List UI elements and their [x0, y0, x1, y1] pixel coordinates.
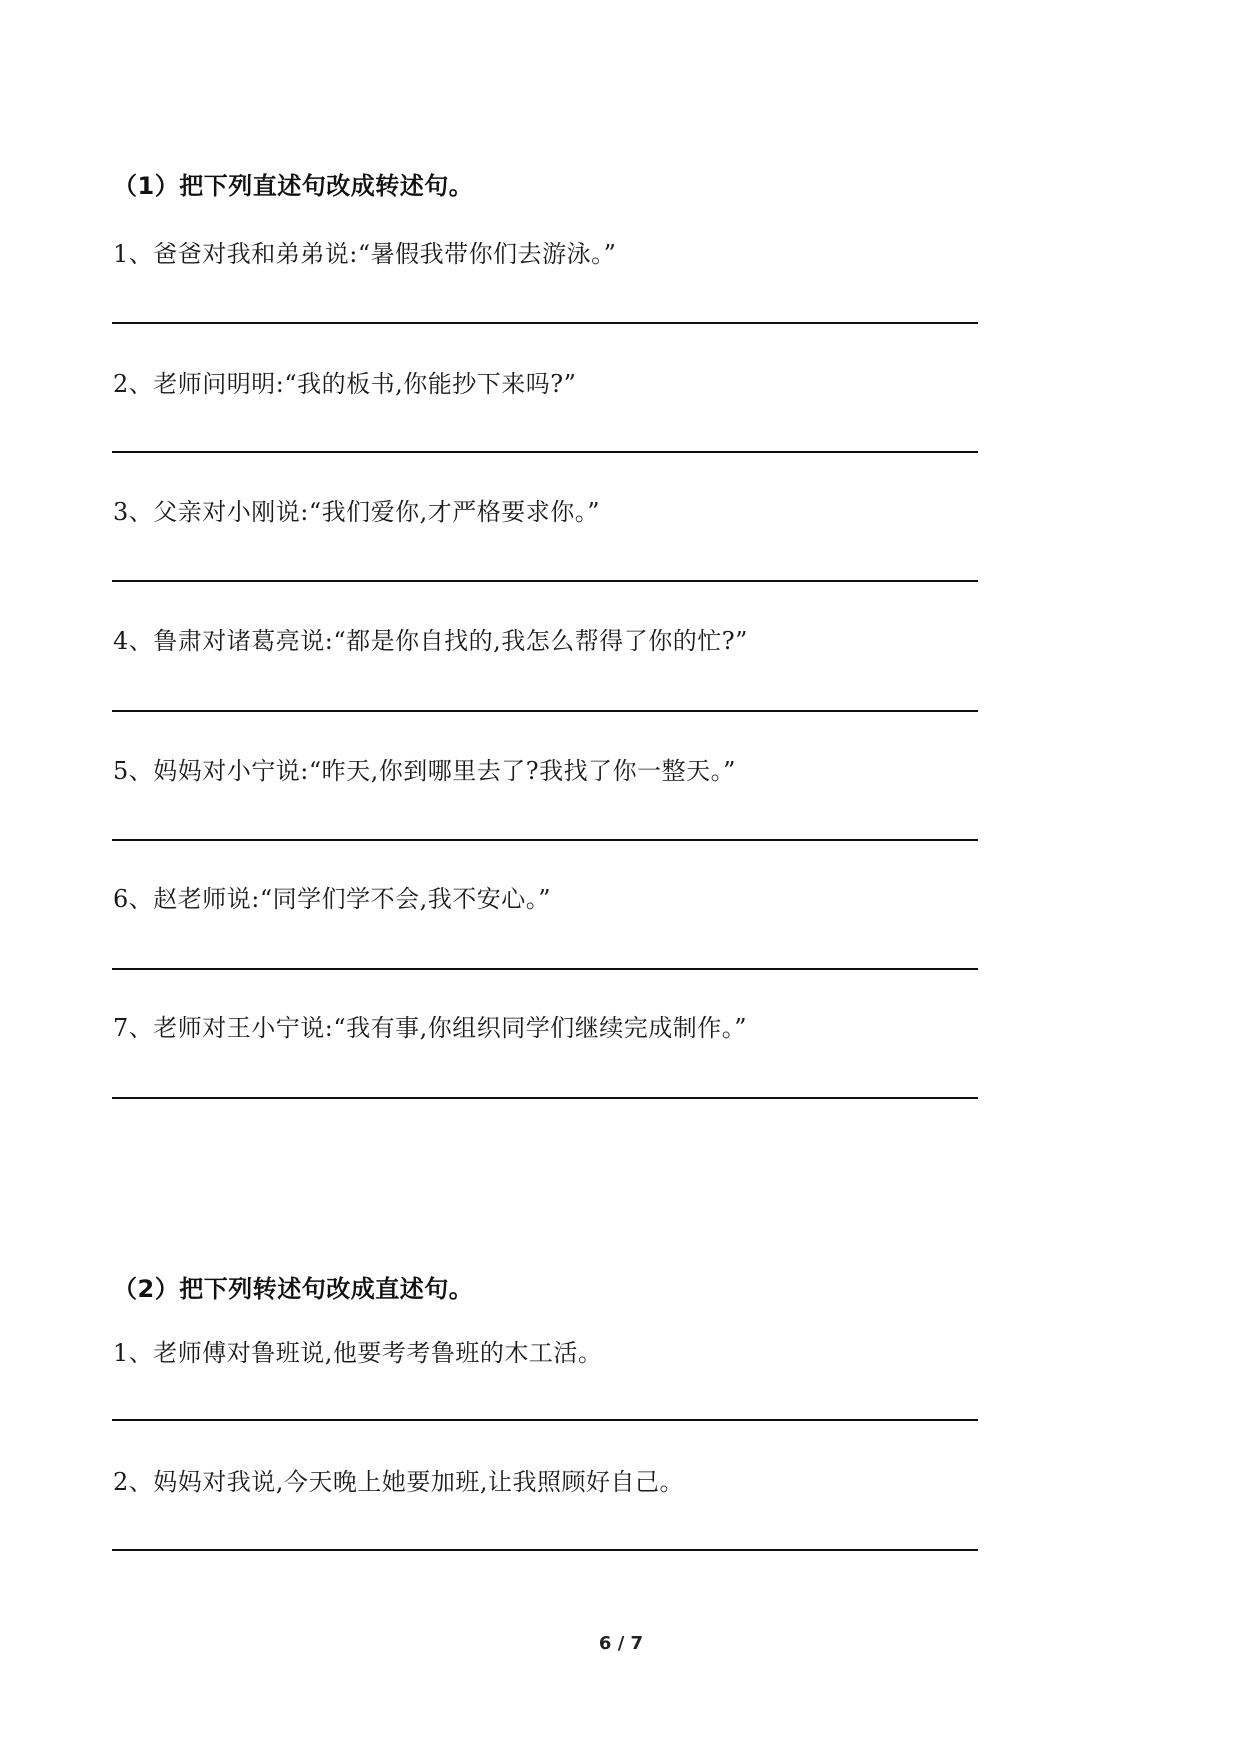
section-1-answer-line-2[interactable] — [112, 451, 978, 453]
section-2-answer-line-1[interactable] — [112, 1419, 978, 1421]
section-1-question-5: 5、妈妈对小宁说:“昨天,你到哪里去了?我找了你一整天。” — [113, 757, 736, 785]
section-1-question-7: 7、老师对王小宁说:“我有事,你组织同学们继续完成制作。” — [113, 1014, 748, 1042]
page-number: 6 / 7 — [598, 1633, 644, 1654]
section-1-question-3: 3、父亲对小刚说:“我们爱你,才严格要求你。” — [113, 498, 601, 526]
section-2-answer-line-2[interactable] — [112, 1549, 978, 1551]
section-1-question-6: 6、赵老师说:“同学们学不会,我不安心。” — [113, 885, 552, 913]
section-1-question-2: 2、老师问明明:“我的板书,你能抄下来吗?” — [113, 370, 577, 398]
section-1-answer-line-1[interactable] — [112, 322, 978, 324]
section-1-title: （1）把下列直述句改成转述句。 — [113, 172, 474, 200]
section-2-question-1: 1、老师傅对鲁班说,他要考考鲁班的木工活。 — [113, 1339, 603, 1367]
section-1-answer-line-7[interactable] — [112, 1097, 978, 1099]
section-1-answer-line-4[interactable] — [112, 710, 978, 712]
section-1-question-1: 1、爸爸对我和弟弟说:“暑假我带你们去游泳。” — [113, 240, 617, 268]
section-1-answer-line-3[interactable] — [112, 580, 978, 582]
section-1-answer-line-6[interactable] — [112, 968, 978, 970]
section-1-question-4: 4、鲁肃对诸葛亮说:“都是你自找的,我怎么帮得了你的忙?” — [113, 627, 748, 655]
section-1-answer-line-5[interactable] — [112, 839, 978, 841]
section-2-question-2: 2、妈妈对我说,今天晚上她要加班,让我照顾好自己。 — [113, 1468, 685, 1496]
section-2-title: （2）把下列转述句改成直述句。 — [113, 1275, 474, 1303]
